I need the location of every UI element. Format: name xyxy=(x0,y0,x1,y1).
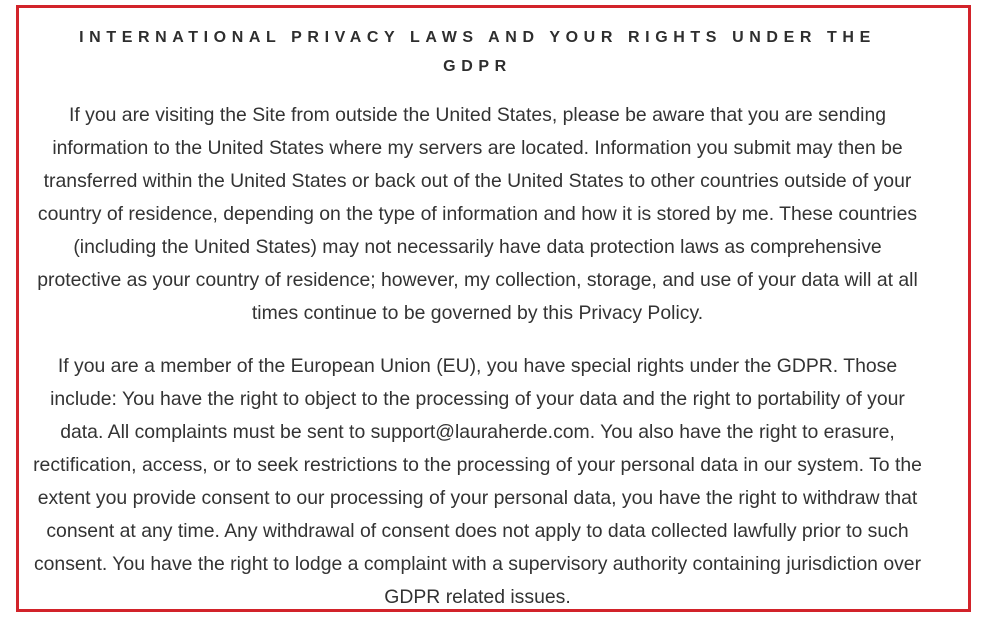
section-heading: INTERNATIONAL PRIVACY LAWS AND YOUR RIGHTS UNDER THE GDPR xyxy=(79,29,876,75)
paragraph-international-transfer: If you are visiting the Site from outside the United States, please be aware that you are sending information to the United States where my servers are located. Information you submit may then be transferred within the United States or back out of the United States to other countries outside of your country of residence, depending on the type of information and how it is stored by me. These countries (including the United States) may not necessarily have data protection laws as comprehensive protective as your country of residence; however, my collection, storage, and use of your data will at all times continue to be governed by this Privacy Policy. xyxy=(37,104,918,324)
paragraph-gdpr-rights: If you are a member of the European Union (EU), you have special rights under the GDPR. Those include: You have the right to object to the processing of your data and the right to portability of your data. All complaints must be sent to support@lauraherde.com. You also have the right to erasure, rectification, access, or to seek restrictions to the processing of your personal data in our system. To the extent you provide consent to our processing of your personal data, you have the right to withdraw that consent at any time. Any withdrawal of consent does not apply to data collected lawfully prior to such consent. You have the right to lodge a complaint with a supervisory authority containing jurisdiction over GDPR related issues. xyxy=(33,355,922,608)
